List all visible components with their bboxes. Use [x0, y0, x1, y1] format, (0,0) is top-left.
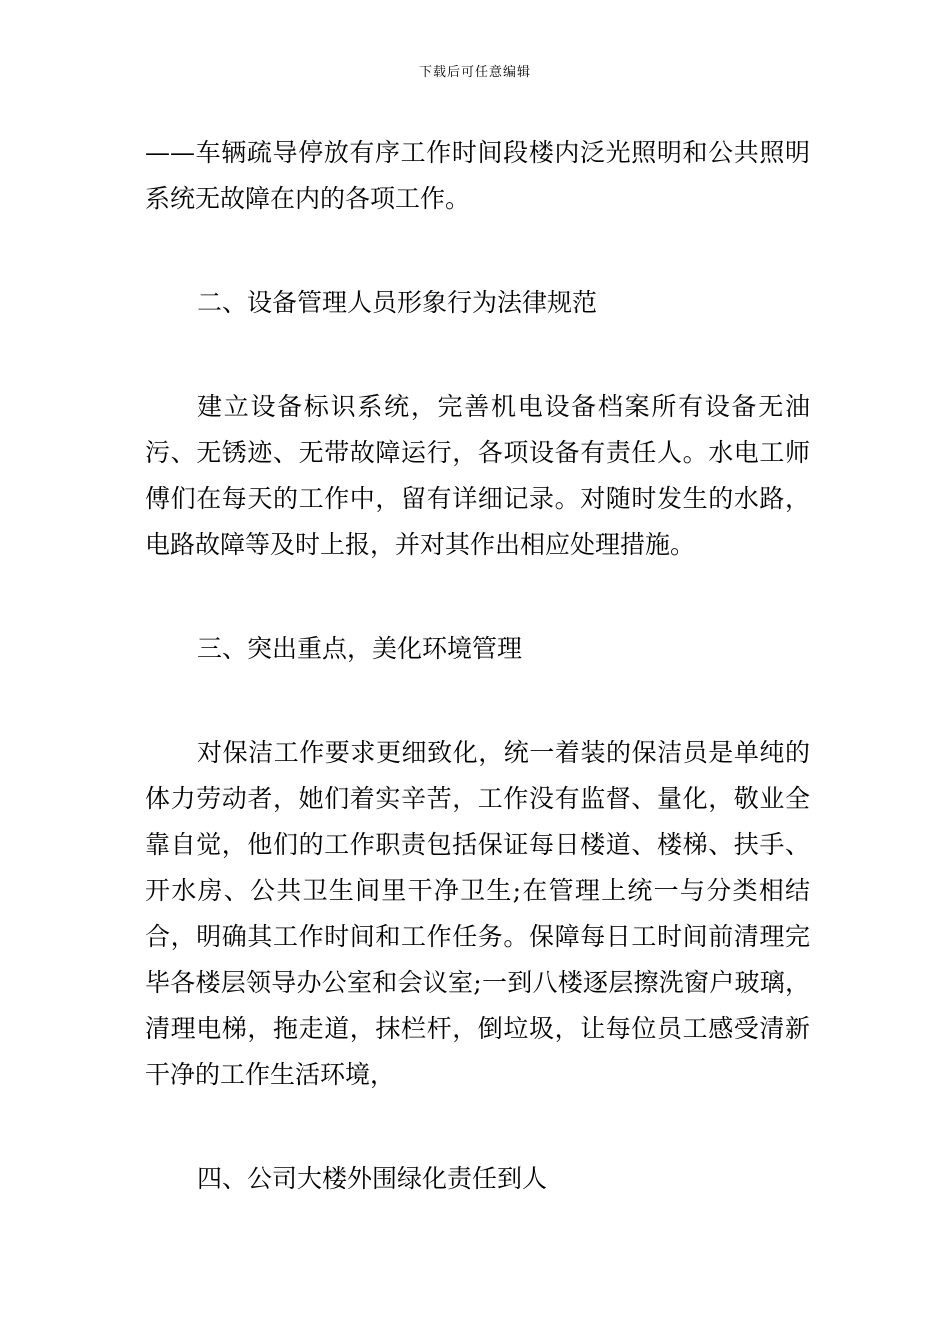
section-heading-3: 三、突出重点，美化环境管理 [197, 634, 523, 663]
paragraph-cleaning-management: 对保洁工作要求更细致化，统一着装的保洁员是单纯的体力劳动者，她们着实辛苦，工作没有监督、量化，敬业全靠自觉，他们的工作职责包括保证每日楼道、楼梯、扶手、开水房、公共卫生间里干净卫生;在管理上统一与分类相结合，明确其工作时间和工作任务。保障每日工时间前清理完毕各楼层领导办公室和会议室;一到八楼逐层擦洗窗户玻璃，清理电梯，拖走道，抹栏杆，倒垃圾，让每位员工感受清新干净的工作生活环境， [145, 738, 810, 1089]
section-heading-2: 二、设备管理人员形象行为法律规范 [197, 288, 598, 317]
section-heading-4: 四、公司大楼外围绿化责任到人 [197, 1164, 548, 1193]
paragraph-equipment-management: 建立设备标识系统，完善机电设备档案所有设备无油污、无锈迹、无带故障运行，各项设备有责任人。水电工师傅们在每天的工作中，留有详细记录。对随时发生的水路，电路故障等及时上报，并对其作出相应处理措施。 [145, 392, 810, 559]
paragraph-intro-continuation: ——车辆疏导停放有序工作时间段楼内泛光照明和公共照明系统无故障在内的各项工作。 [145, 138, 810, 213]
document-body [145, 130, 810, 1202]
page-header-note: 下载后可任意编辑 [418, 65, 531, 80]
